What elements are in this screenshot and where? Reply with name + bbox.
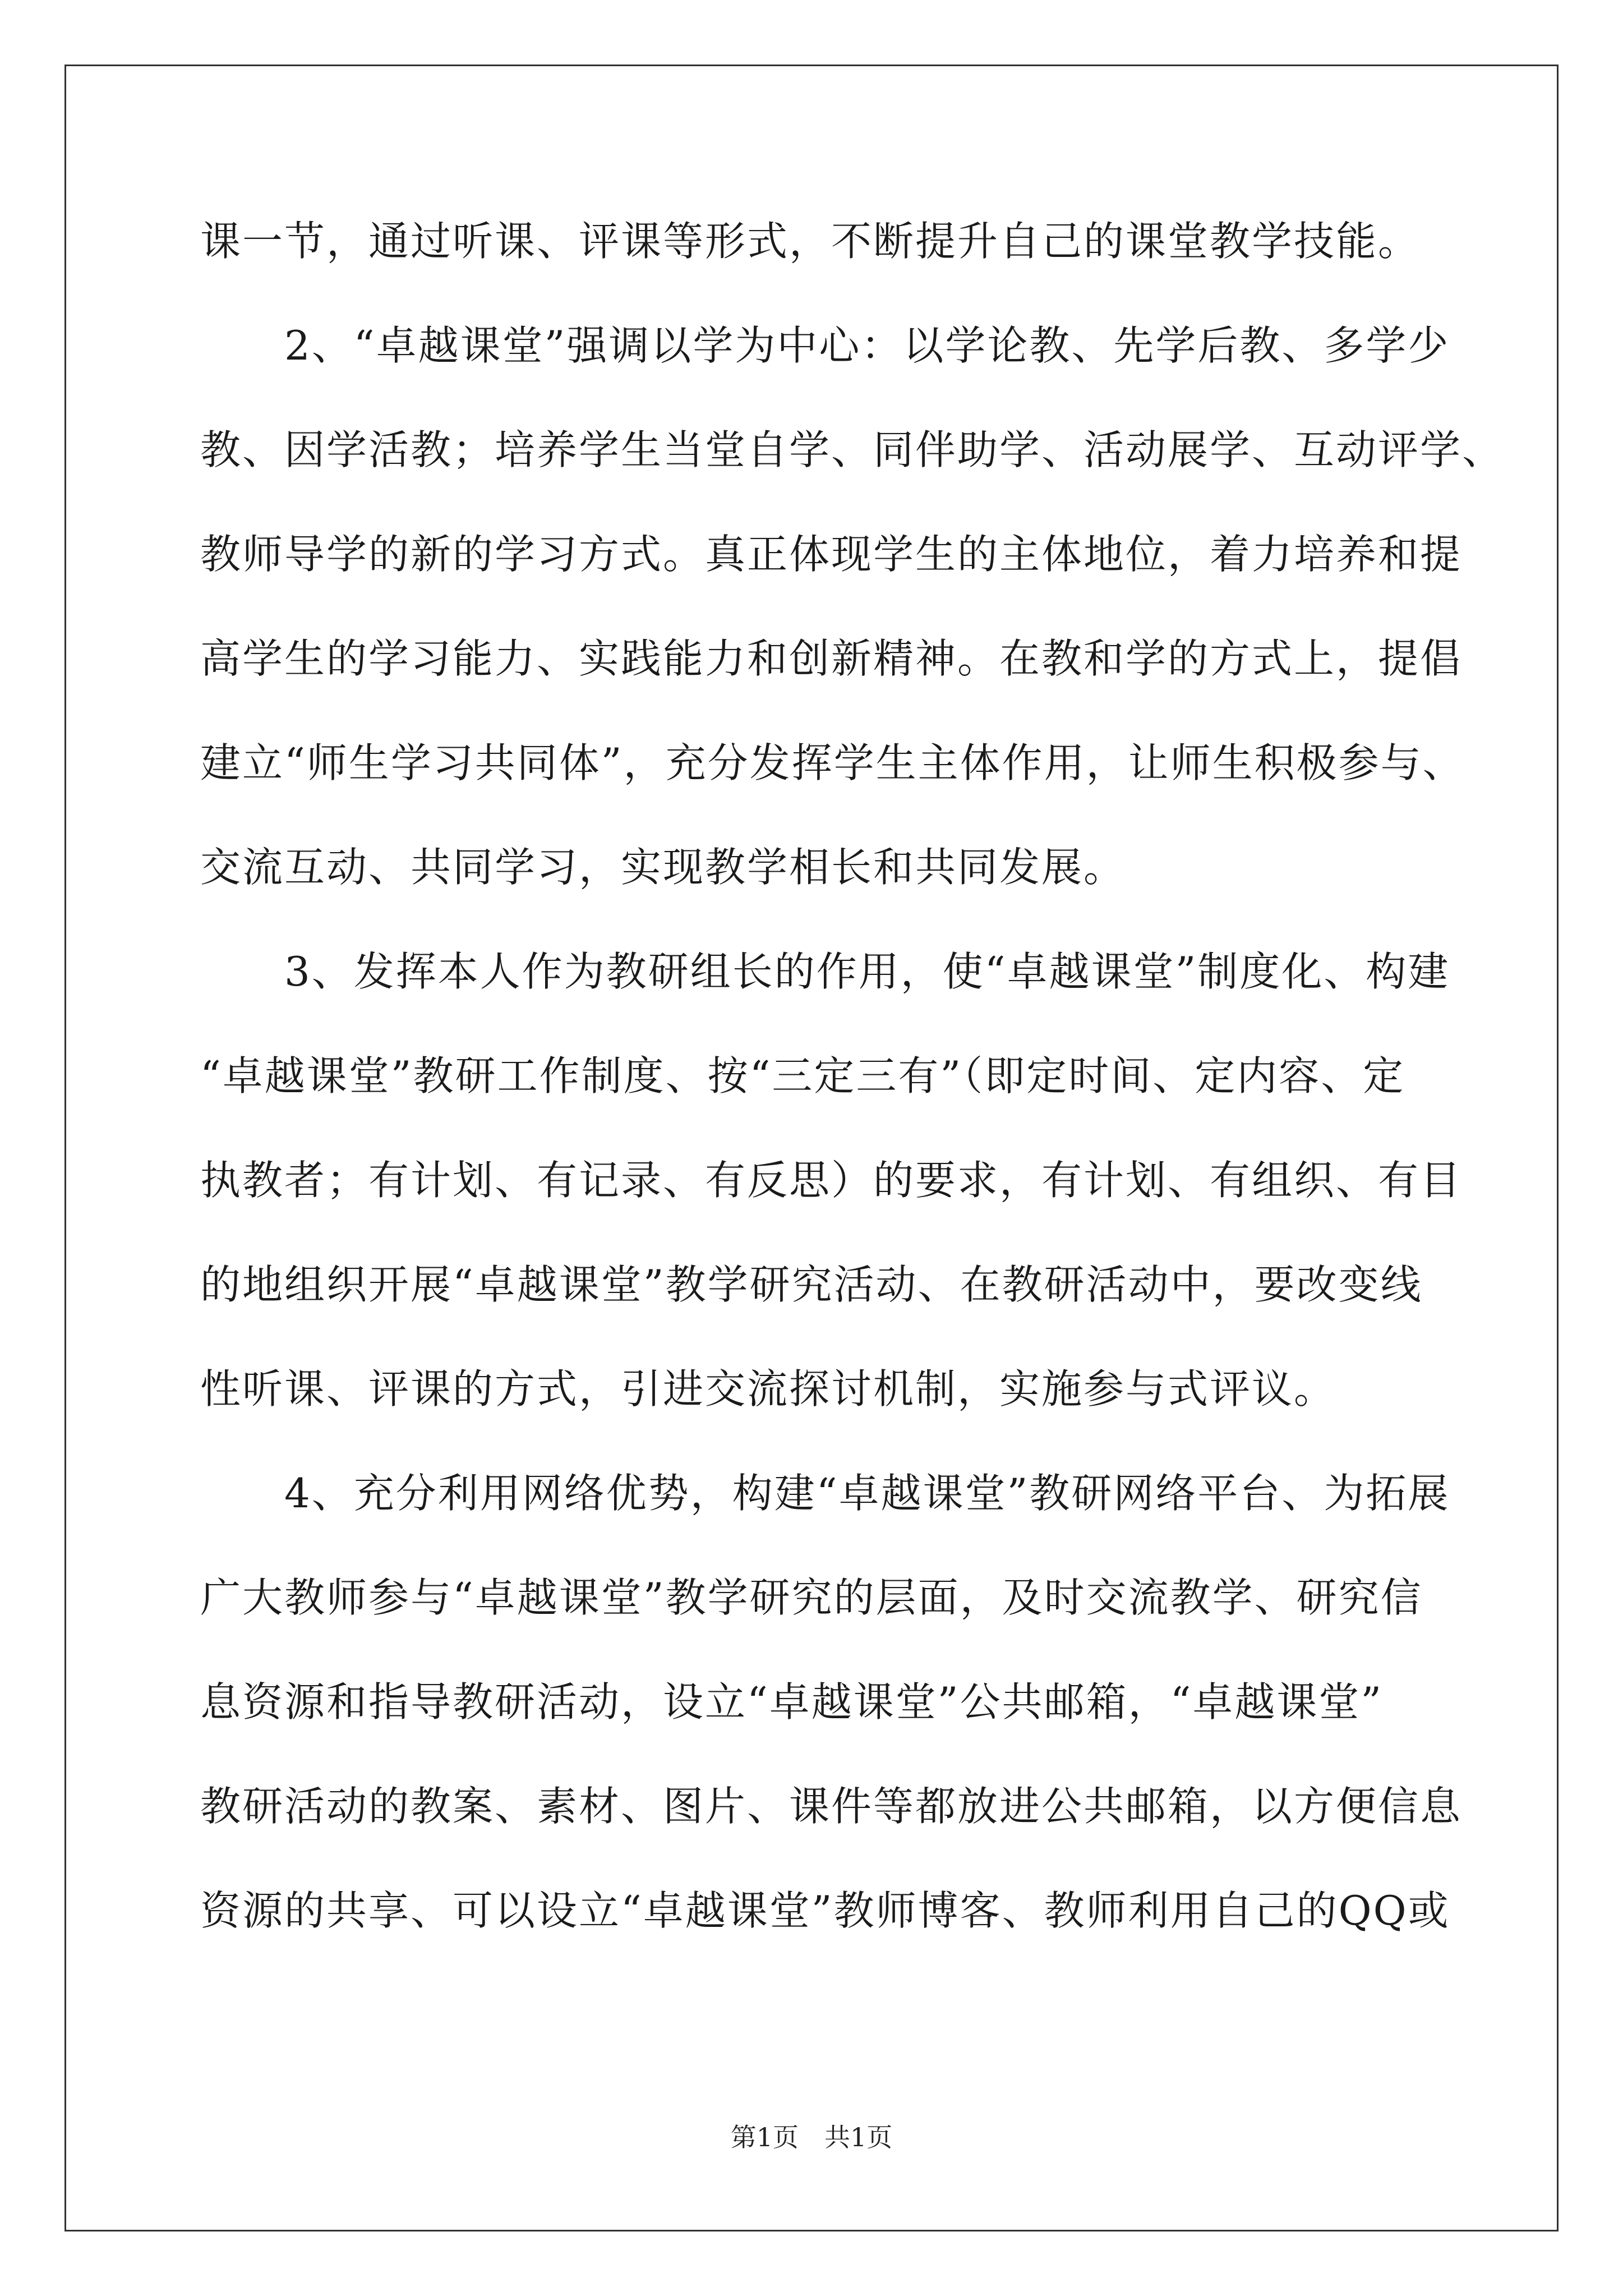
text-line: 2、“卓越课堂”强调以学为中心：以学论教、先学后教、多学少 xyxy=(200,322,1450,369)
text-line: 高学生的学习能力、实践能力和创新精神。在教和学的方式上，提倡 xyxy=(200,635,1463,682)
text-line: 3、发挥本人作为教研组长的作用，使“卓越课堂”制度化、构建 xyxy=(200,948,1450,995)
text-line: 课一节，通过听课、评课等形式，不断提升自己的课堂教学技能。 xyxy=(200,218,1421,265)
text-line: 交流互动、共同学习，实现教学相长和共同发展。 xyxy=(200,844,1126,891)
text-line: 性听课、评课的方式，引进交流探讨机制，实施参与式评议。 xyxy=(200,1365,1336,1412)
text-line: 资源的共享、可以设立“卓越课堂”教师博客、教师利用自己的QQ或 xyxy=(200,1887,1450,1934)
text-line: 广大教师参与“卓越课堂”教学研究的层面，及时交流教学、研究信 xyxy=(200,1574,1423,1621)
text-line: 息资源和指导教研活动，设立“卓越课堂”公共邮箱，“卓越课堂” xyxy=(200,1678,1384,1726)
text-line: 教研活动的教案、素材、图片、课件等都放进公共邮箱，以方便信息 xyxy=(200,1783,1463,1830)
text-line: 教师导学的新的学习方式。真正体现学生的主体地位，着力培养和提 xyxy=(200,531,1463,578)
text-line: 教、因学活教；培养学生当堂自学、同伴助学、活动展学、互动评学、 xyxy=(200,426,1505,473)
text-line: “卓越课堂”教研工作制度、按“三定三有”（即定时间、定内容、定 xyxy=(200,1052,1405,1099)
text-line: 建立“师生学习共同体”，充分发挥学生主体作用，让师生积极参与、 xyxy=(200,739,1465,786)
page-number: 第1页 共1页 xyxy=(730,2122,893,2152)
text-line: 的地组织开展“卓越课堂”教学研究活动、在教研活动中，要改变线 xyxy=(200,1261,1423,1308)
text-line: 4、充分利用网络优势，构建“卓越课堂”教研网络平台、为拓展 xyxy=(200,1470,1450,1517)
text-line: 执教者；有计划、有记录、有反思）的要求，有计划、有组织、有目 xyxy=(200,1157,1463,1204)
